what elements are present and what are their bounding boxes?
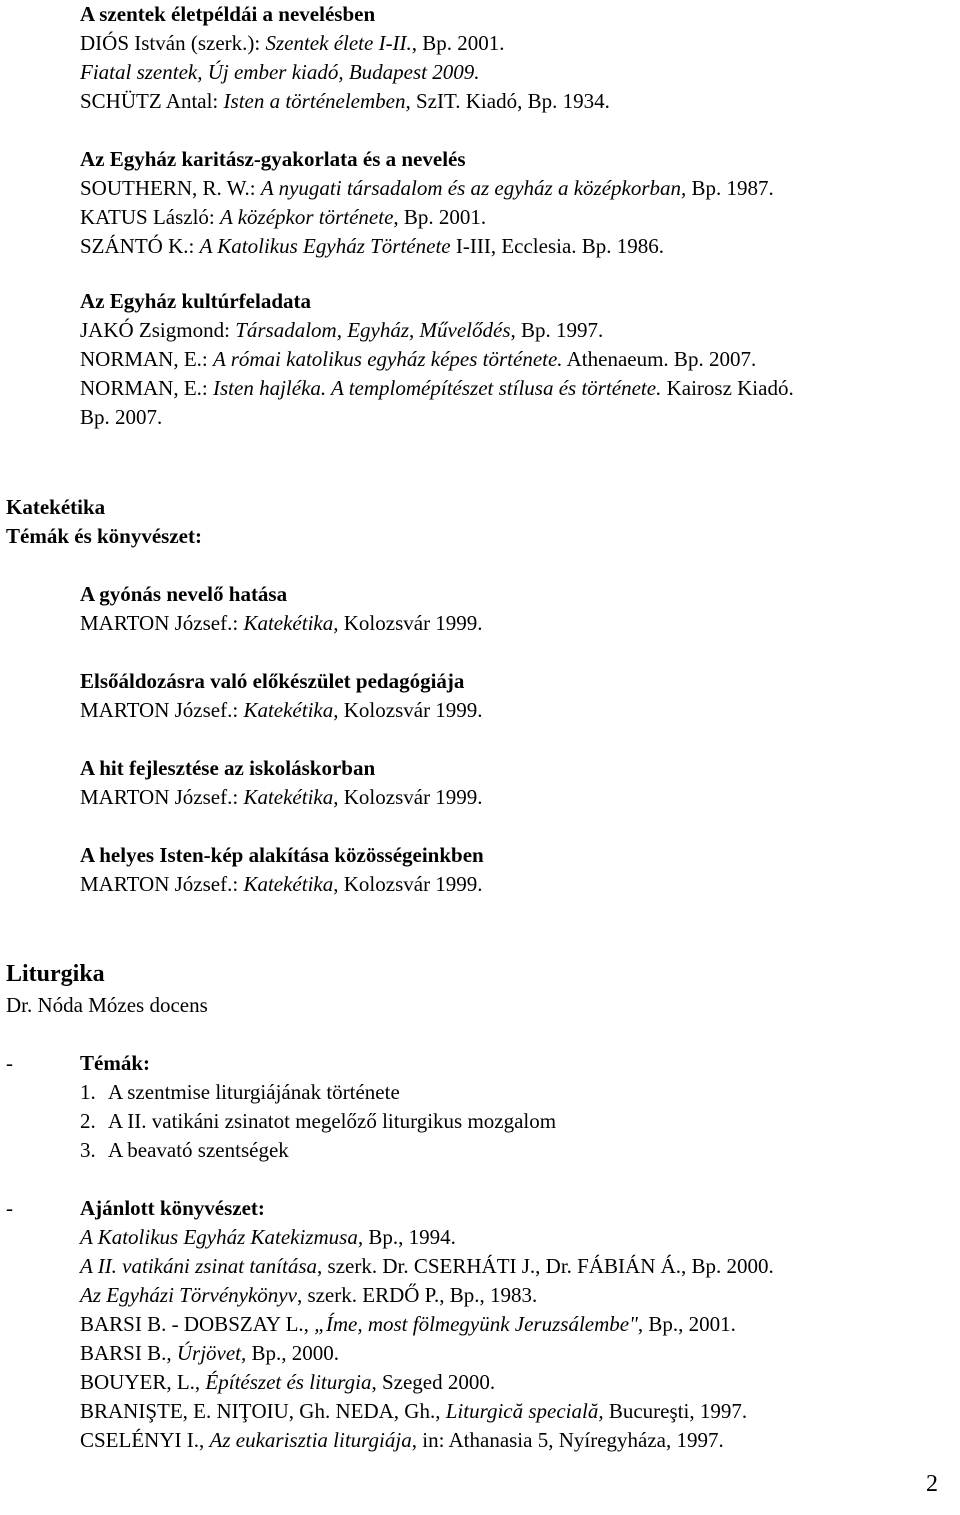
text-run: „Íme, most fölmegyünk Jeruzsálembe" <box>314 1312 638 1336</box>
topic-item <box>80 1107 556 1136</box>
text-run: Építészet és liturgia <box>205 1370 372 1394</box>
text-run: , Bp. 2001. <box>393 205 487 229</box>
text-run: Katekétika <box>243 872 334 896</box>
text-run: , Szeged 2000. <box>371 1370 496 1394</box>
text-run: , szerk. Dr. CSERHÁTI J., Dr. FÁBIÁN Á., Bp. 2000. <box>317 1254 774 1278</box>
bib-entry <box>80 696 483 725</box>
bib-entry <box>80 232 664 261</box>
text-run: A Katolikus Egyház Katekizmusa, <box>80 1225 364 1249</box>
text-run: Katekétika <box>243 611 334 635</box>
text-run: , Kolozsvár 1999. <box>333 611 483 635</box>
bib-entry <box>80 174 774 203</box>
text-run: NORMAN <box>80 376 174 400</box>
bib-entry <box>80 783 483 812</box>
topic-number: 1. <box>80 1080 96 1104</box>
text-run: Bp. 1987. <box>686 176 774 200</box>
text-run: József.: <box>169 611 244 635</box>
text-run: SZÁNTÓ <box>80 234 163 258</box>
section-heading: Az Egyház kultúrfeladata <box>80 289 311 313</box>
text-run: , Bp. 1997. <box>510 318 604 342</box>
text-run: BOUYER, L., <box>80 1370 206 1394</box>
text-run: MARTON <box>80 785 170 809</box>
text-run: BARSI B. - DOBSZAY L., <box>80 1312 315 1336</box>
topic-number: 2. <box>80 1109 96 1133</box>
text-run: Bucureşti, 1997. <box>603 1399 748 1423</box>
topic-text: A szentmise liturgiájának története <box>108 1080 400 1104</box>
lecturer: Dr. Nóda Mózes docens <box>6 993 208 1017</box>
text-run: , Kolozsvár 1999. <box>333 872 483 896</box>
text-run: , in: Athanasia 5, Nyíregyháza, 1997. <box>411 1428 724 1452</box>
text-run: I-III, Ecclesia. Bp. 1986. <box>450 234 665 258</box>
text-run: , E.: <box>173 376 214 400</box>
bib-entry <box>80 374 794 403</box>
bib-entry <box>80 403 162 432</box>
text-run: Athenaeum. Bp. 2007. <box>562 347 757 371</box>
bib-entry <box>80 87 610 116</box>
text-run: József.: <box>169 872 244 896</box>
topic-heading: A gyónás nevelő hatása <box>80 582 288 606</box>
text-run: István (szerk.): <box>129 31 266 55</box>
bib-entry <box>80 1339 339 1368</box>
bib-entry <box>80 345 756 374</box>
text-run: , szerk. ERDŐ P., Bp., 1983. <box>296 1283 538 1307</box>
text-run: MARTON <box>80 698 170 722</box>
text-run: DIÓS <box>80 31 130 55</box>
text-run: Fiatal szentek, Új ember kiadó, Budapest 2009. <box>80 60 480 84</box>
text-run: BRANIŞTE, E. NIŢOIU, Gh. NEDA, Gh., <box>80 1399 446 1423</box>
bibliography-label-line: - Ajánlott könyvészet: <box>6 1196 265 1220</box>
text-run: MARTON <box>80 611 170 635</box>
topic-heading: Elsőáldozásra való előkészület pedagógiája <box>80 669 465 693</box>
bib-entry <box>80 609 483 638</box>
text-run: Bp., 1994. <box>363 1225 456 1249</box>
text-run: SOUTHERN <box>80 176 193 200</box>
bib-entry <box>80 1426 724 1455</box>
text-run: Katekétika <box>243 698 334 722</box>
text-run: CSELÉNYI I., <box>80 1428 210 1452</box>
text-run: SCHÜTZ <box>80 89 162 113</box>
bib-entry <box>80 29 505 58</box>
bib-entry <box>80 1368 495 1397</box>
text-run: JAKÓ <box>80 318 134 342</box>
text-run: Antal: <box>161 89 224 113</box>
text-run: Bp., 2000. <box>246 1341 340 1365</box>
text-run: Szentek élete I-II. <box>265 31 412 55</box>
text-run: Zsigmond: <box>133 318 236 342</box>
text-run: A római katolikus egyház képes története. <box>213 347 563 371</box>
text-run: SzIT. Kiadó, Bp. 1934. <box>410 89 610 113</box>
section-heading: Az Egyház karitász-gyakorlata és a nevelés <box>80 147 466 171</box>
text-run: , Kolozsvár 1999. <box>333 698 483 722</box>
topics-label: Témák: <box>80 1051 150 1075</box>
katechetika-title: Katekétika <box>6 495 106 519</box>
text-run: Bp. 2007. <box>80 405 163 429</box>
text-run: A Katolikus Egyház Története <box>199 234 451 258</box>
text-run: Az eukarisztia liturgiája <box>209 1428 412 1452</box>
text-run: NORMAN <box>80 347 174 371</box>
topic-heading: A helyes Isten-kép alakítása közösségeinkben <box>80 843 484 867</box>
text-run: , Bp., 2001. <box>637 1312 736 1336</box>
text-run: Liturgică specială, <box>445 1399 604 1423</box>
text-run: Katekétika <box>243 785 334 809</box>
text-run: , Bp. 2001. <box>411 31 505 55</box>
topic-item <box>80 1136 289 1165</box>
text-run: József.: <box>169 785 244 809</box>
text-run: László: <box>147 205 220 229</box>
bib-entry <box>80 1252 774 1281</box>
bib-entry <box>80 1397 747 1426</box>
topic-item <box>80 1078 400 1107</box>
text-run: K.: <box>162 234 200 258</box>
bib-entry <box>80 1281 537 1310</box>
text-run: A nyugati társadalom és az egyház a középkorban, <box>260 176 687 200</box>
bib-entry <box>80 870 483 899</box>
bib-entry <box>80 58 480 87</box>
bib-entry <box>80 1223 456 1252</box>
text-run: Kairosz Kiadó. <box>661 376 794 400</box>
katechetika-subtitle: Témák és könyvészet: <box>6 524 202 548</box>
text-run: Isten hajléka. A templomépítészet stílusa és története. <box>213 376 662 400</box>
bib-entry <box>80 316 603 345</box>
topic-number: 3. <box>80 1138 96 1162</box>
topic-heading: A hit fejlesztése az iskoláskorban <box>80 756 376 780</box>
text-run: MARTON <box>80 872 170 896</box>
text-run: Isten a történelemben, <box>223 89 411 113</box>
topic-text: A beavató szentségek <box>108 1138 289 1162</box>
bib-entry <box>80 203 486 232</box>
text-run: , R. W.: <box>192 176 261 200</box>
text-run: BARSI B., <box>80 1341 177 1365</box>
text-run: Az Egyházi Törvénykönyv <box>80 1283 297 1307</box>
liturgika-title: Liturgika <box>6 961 105 987</box>
text-run: Úrjövet, <box>176 1341 247 1365</box>
text-run: A II. vatikáni zsinat tanítása <box>80 1254 318 1278</box>
topics-label-line: - Témák: <box>6 1051 150 1075</box>
topic-text: A II. vatikáni zsinatot megelőző liturgikus mozgalom <box>108 1109 557 1133</box>
bib-entry <box>80 1310 736 1339</box>
text-run: Társadalom, Egyház, Művelődés <box>235 318 511 342</box>
bibliography-label: Ajánlott könyvészet: <box>80 1196 265 1220</box>
page-number: 2 <box>926 1471 938 1497</box>
text-run: KATUS <box>80 205 148 229</box>
text-run: A középkor története <box>220 205 394 229</box>
text-run: József.: <box>169 698 244 722</box>
text-run: , Kolozsvár 1999. <box>333 785 483 809</box>
text-run: , E.: <box>173 347 214 371</box>
section-heading: A szentek életpéldái a nevelésben <box>80 2 376 26</box>
